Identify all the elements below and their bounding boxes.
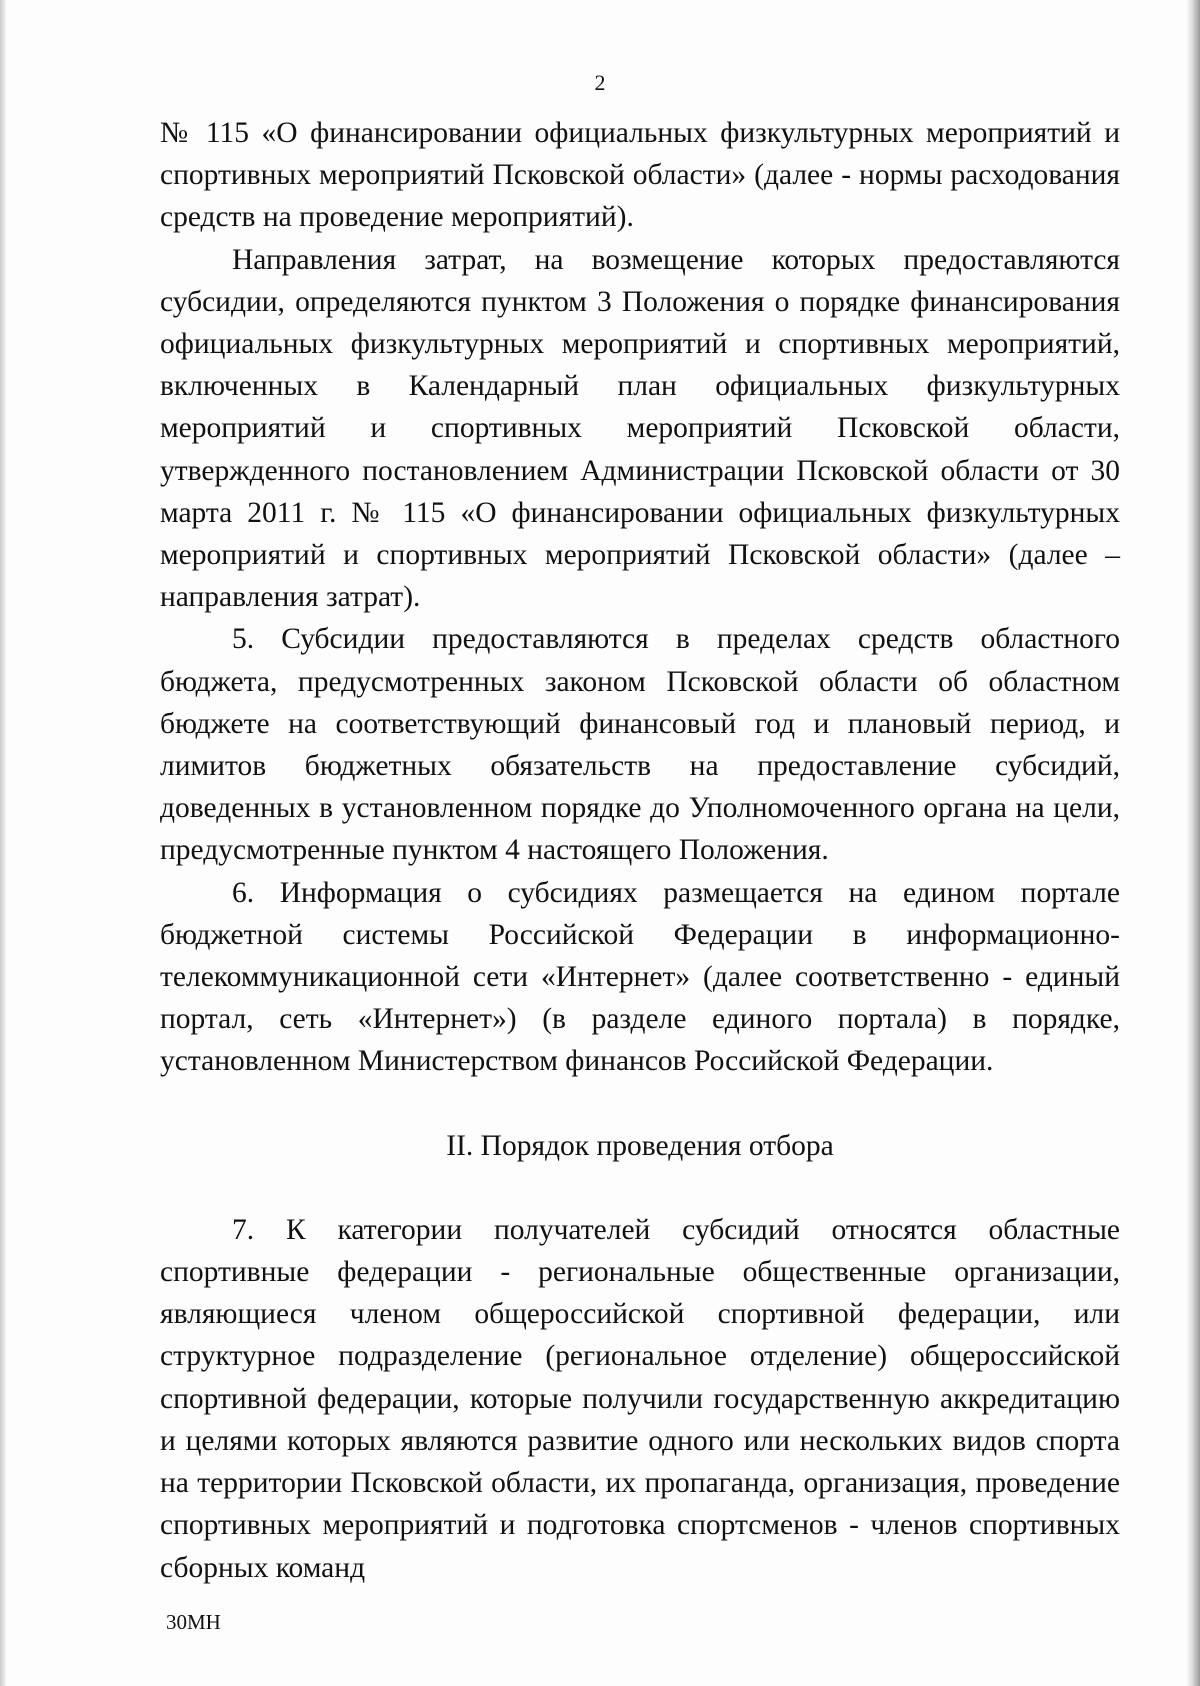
paragraph-item-5: 5. Субсидии предоставляются в пределах средств областного бюджета, предусмотренных законом Псковской области об областном бюджете на соответствующий финансовый год и плановый период, и лимитов бюджетных обязательств на предоставление субсидий, доведенных в установленном порядке до Уполномоченного органа на цели, предусмотренные пунктом 4 настоящего Положения. xyxy=(160,623,1120,867)
paragraph-item-7: 7. К категории получателей субсидий относятся областные спортивные федерации - региональные общественные организации, являющиеся членом общероссийской спортивной федерации, или структурное подразделение (региональное отделение) общероссийской спортивной федерации, которые получили государственную аккредитацию и целями которых являются развитие одного или нескольких видов спорта на территории Псковской области, их пропаганда, организация, проведение спортивных мероприятий и подготовка спортсменов - членов спортивных сборных команд xyxy=(160,1213,1120,1584)
paragraph-continuation: № 115 «О финансировании официальных физкультурных мероприятий и спортивных мероприятий Псковской области» (далее - нормы расходования средств на проведение мероприятий). xyxy=(160,117,1120,234)
document-body xyxy=(160,112,1120,1589)
page-number: 2 xyxy=(594,70,606,95)
scan-edge-left xyxy=(0,0,6,1686)
section-heading: II. Порядок проведения отбора xyxy=(446,1129,834,1162)
paragraph-item-6: 6. Информация о субсидиях размещается на едином портале бюджетной системы Российской Федерации в информационно-телекоммуникационной сети «Интернет» (далее соответственно - единый портал, сеть «Интернет») (в разделе единого портала) в порядке, установленном Министерством финансов Российской Федерации. xyxy=(160,876,1120,1078)
footer-code: 30МН xyxy=(166,1610,221,1634)
paragraph-expense-directions: Направления затрат, на возмещение которых предоставляются субсидии, определяются пунктом 3 Положения о порядке финансирования официальных физкультурных мероприятий и спортивных мероприятий, включенных в Календарный план официальных физкультурных мероприятий и спортивных мероприятий Псковской области, утвержденного постановлением Администрации Псковской области от 30 марта 2011 г. № 115 «О финансировании официальных физкультурных мероприятий и спортивных мероприятий Псковской области» (далее – направления затрат). xyxy=(160,243,1120,614)
scan-edge-right xyxy=(1186,0,1200,1686)
